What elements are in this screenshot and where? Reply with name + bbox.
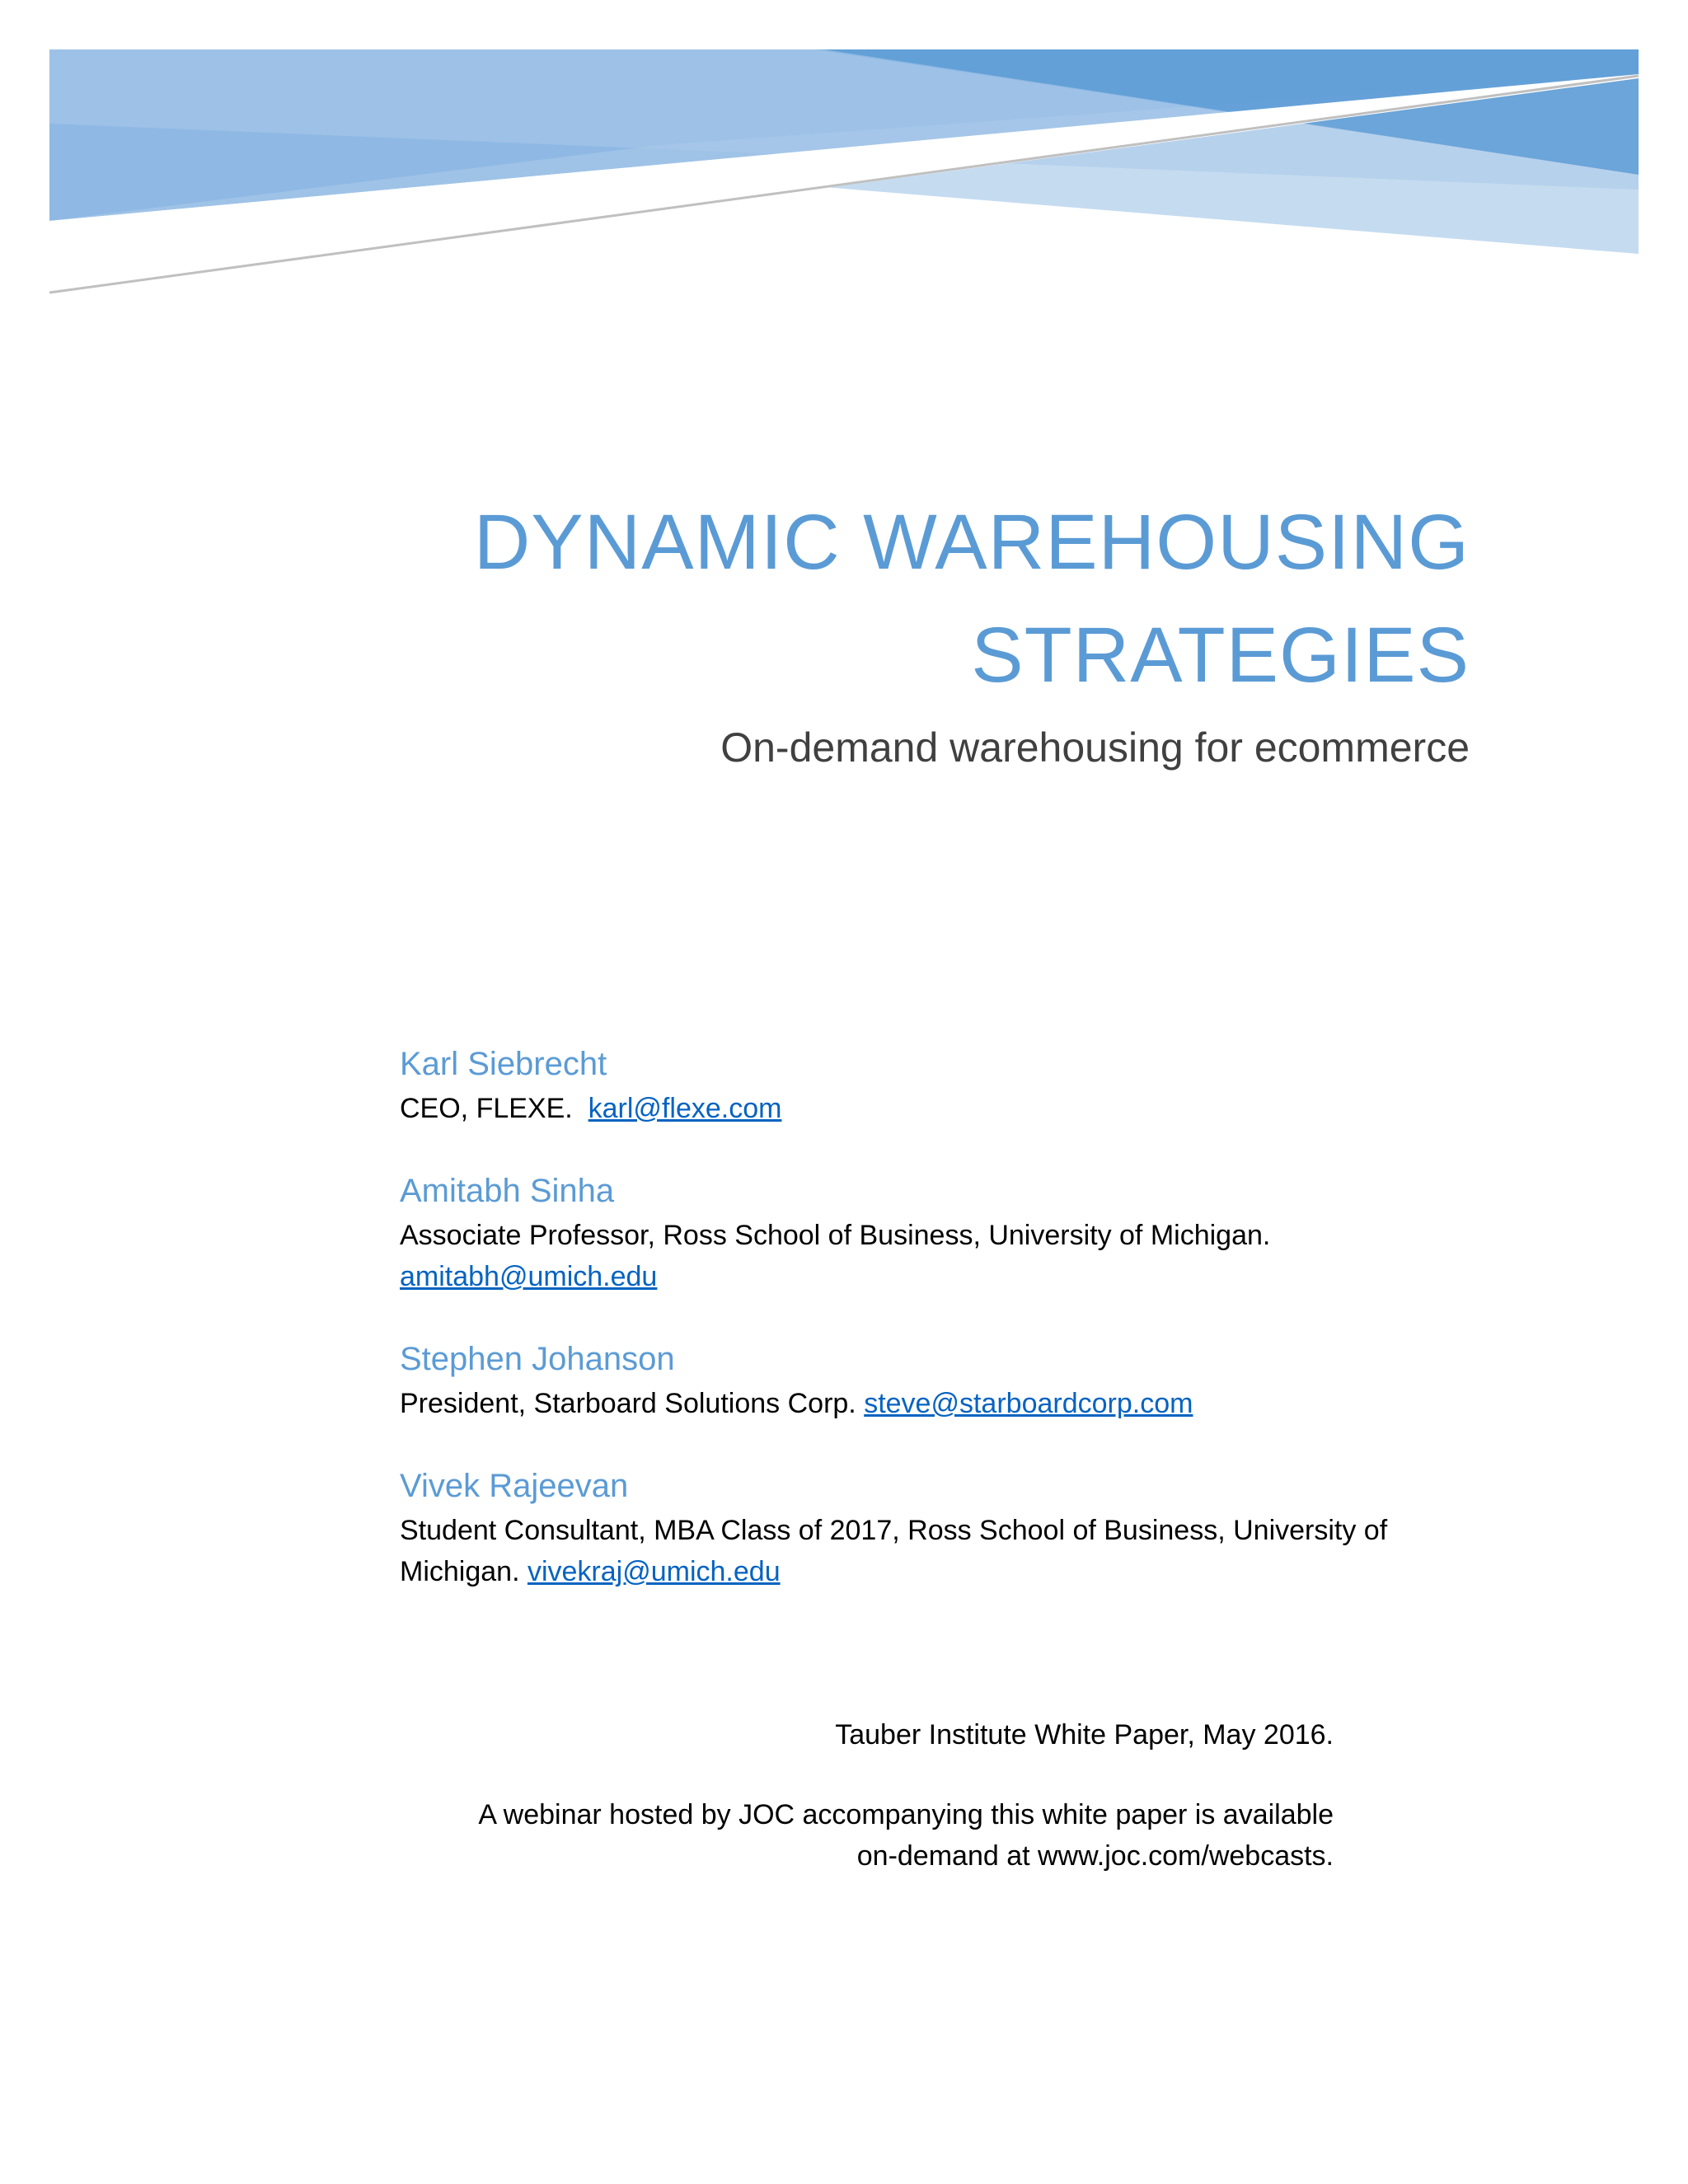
author-entry — [400, 1335, 1496, 1424]
publication-note: Tauber Institute White Paper, May 2016. — [835, 1719, 1334, 1750]
author-email-link[interactable]: amitabh@umich.edu — [400, 1261, 658, 1292]
author-role: Student Consultant, MBA Class of 2017, Ross School of Business, University of Michigan. — [400, 1515, 1388, 1587]
author-email-link[interactable]: steve@starboardcorp.com — [864, 1388, 1193, 1419]
author-name: Karl Siebrecht — [400, 1046, 607, 1082]
author-description — [400, 1383, 1496, 1424]
author-entry — [400, 1462, 1496, 1592]
document-title-line-2: STRATEGIES — [971, 612, 1470, 699]
title-block — [316, 486, 1470, 776]
footer-notes — [262, 1714, 1334, 1877]
author-entry — [400, 1167, 1496, 1297]
author-entry — [400, 1040, 1496, 1129]
author-list — [400, 1040, 1496, 1630]
webinar-note-line-2: on-demand at www.joc.com/webcasts. — [856, 1840, 1334, 1872]
author-role: President, Starboard Solutions Corp. — [400, 1388, 856, 1419]
document-subtitle: On-demand warehousing for ecommerce — [720, 724, 1470, 771]
author-name: Amitabh Sinha — [400, 1173, 615, 1209]
author-name: Vivek Rajeevan — [400, 1468, 629, 1504]
author-description — [400, 1215, 1496, 1297]
author-description — [400, 1510, 1496, 1592]
author-role: CEO, FLEXE. — [400, 1093, 573, 1124]
webinar-note-line-1: A webinar hosted by JOC accompanying this white paper is available — [478, 1799, 1334, 1830]
document-title-line-1: DYNAMIC WAREHOUSING — [473, 499, 1470, 586]
author-email-link[interactable]: karl@flexe.com — [588, 1093, 782, 1124]
header-banner — [0, 0, 1688, 313]
author-description — [400, 1088, 1496, 1129]
author-email-link[interactable]: vivekraj@umich.edu — [527, 1556, 781, 1587]
author-role: Associate Professor, Ross School of Business, University of Michigan. — [400, 1220, 1271, 1251]
author-name: Stephen Johanson — [400, 1341, 675, 1377]
